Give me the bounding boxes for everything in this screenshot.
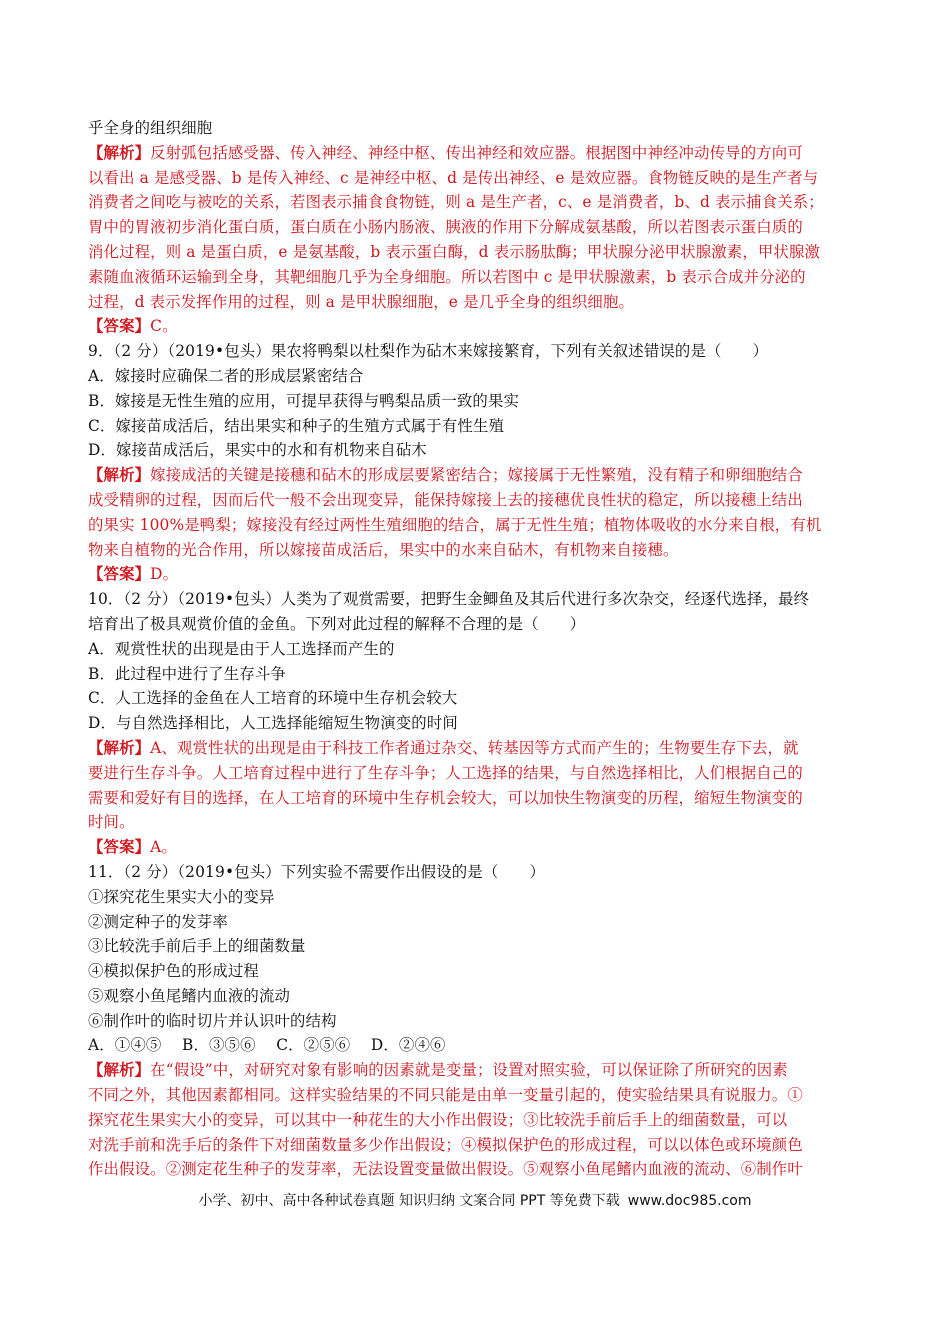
page-footer bbox=[0, 1190, 950, 1210]
line-text: 反射弧包括感受器、传入神经、神经中枢、传出神经和效应器。根据图中神经冲动传导的方向可 bbox=[150, 143, 803, 162]
text-line bbox=[88, 786, 864, 811]
text-line bbox=[88, 984, 864, 1009]
text-line bbox=[88, 835, 864, 860]
footer-url[interactable]: www.doc985.com bbox=[627, 1193, 752, 1209]
line-text: 探究花生果实大小的变异，可以其中一种花生的大小作出假设；③比较洗手前后手上的细菌数量，可以 bbox=[88, 1110, 788, 1129]
text-line bbox=[88, 339, 864, 364]
line-text: 消费者之间吃与被吃的关系，若图表示捕食食物链，则 a 是生产者，c、e 是消费者，b、d 表示捕食关系； bbox=[88, 193, 824, 212]
line-text: 过程，d 表示发挥作用的过程，则 a 是甲状腺细胞，e 是几乎全身的组织细胞。 bbox=[88, 292, 635, 311]
answer-tag: 【答案】 bbox=[88, 317, 151, 336]
line-text: 对洗手前和洗手后的条件下对细菌数量多少作出假设；④模拟保护色的形成过程，可以以体色或环境颜色 bbox=[88, 1135, 803, 1154]
line-text: 不同之外，其他因素都相同。这样实验结果的不同只能是由单一变量引起的，使实验结果具有说服力。① bbox=[88, 1086, 803, 1105]
line-text: B．嫁接是无性生殖的应用，可提早获得与鸭梨品质一致的果实 bbox=[88, 391, 520, 410]
text-line bbox=[88, 414, 864, 439]
text-line bbox=[88, 1009, 864, 1034]
line-text: ②测定种子的发芽率 bbox=[88, 912, 228, 931]
line-text: D．嫁接苗成活后，果实中的水和有机物来自砧木 bbox=[88, 441, 427, 460]
footer-text: 小学、初中、高中各种试卷真题 知识归纳 文案合同 PPT 等免费下载 bbox=[198, 1193, 620, 1209]
text-line bbox=[88, 314, 864, 339]
analysis-tag: 【解析】 bbox=[88, 466, 151, 485]
text-line bbox=[88, 389, 864, 414]
text-line bbox=[88, 116, 864, 141]
text-line bbox=[88, 562, 864, 587]
text-line bbox=[88, 761, 864, 786]
text-line bbox=[88, 1108, 864, 1133]
line-text: C。 bbox=[150, 317, 178, 336]
text-line bbox=[88, 438, 864, 463]
line-text: ⑤观察小鱼尾鳍内血液的流动 bbox=[88, 986, 291, 1005]
line-text: ③比较洗手前后手上的细菌数量 bbox=[88, 937, 306, 956]
text-line bbox=[88, 364, 864, 389]
text-line bbox=[88, 686, 864, 711]
line-text: 成受精卵的过程，因而后代一般不会出现变异，能保持嫁接上去的接穗优良性状的稳定，所以接穗上结出 bbox=[88, 490, 803, 509]
analysis-tag: 【解析】 bbox=[88, 1061, 151, 1080]
text-line bbox=[88, 662, 864, 687]
line-text: A。 bbox=[150, 838, 177, 857]
line-text: 嫁接成活的关键是接穗和砧木的形成层要紧密结合；嫁接属于无性繁殖，没有精子和卵细胞结合 bbox=[150, 466, 803, 485]
text-line bbox=[88, 190, 864, 215]
text-line bbox=[88, 166, 864, 191]
line-text: D。 bbox=[150, 565, 179, 584]
text-line bbox=[88, 141, 864, 166]
line-text: 在“假设”中，对研究对象有影响的因素就是变量；设置对照实验，可以保证除了所研究的因素 bbox=[150, 1061, 788, 1080]
text-line bbox=[88, 736, 864, 761]
text-line bbox=[88, 1033, 864, 1058]
line-text: A．观赏性状的出现是由于人工选择而产生的 bbox=[88, 639, 395, 658]
text-line bbox=[88, 240, 864, 265]
line-text: A．嫁接时应确保二者的形成层紧密结合 bbox=[88, 366, 364, 385]
text-line bbox=[88, 910, 864, 935]
line-text: ①探究花生果实大小的变异 bbox=[88, 887, 275, 906]
text-line bbox=[88, 1157, 864, 1182]
text-line bbox=[88, 860, 864, 885]
document-body bbox=[88, 116, 864, 1182]
line-text: 11．（2 分）（2019•包头）下列实验不需要作出假设的是（ ） bbox=[88, 862, 545, 881]
line-text: 需要和爱好有目的选择，在人工培育的环境中生存机会较大，可以加快生物演变的历程，缩短生物演变的 bbox=[88, 788, 803, 807]
line-text: D．与自然选择相比，人工选择能缩短生物演变的时间 bbox=[88, 714, 458, 733]
answer-tag: 【答案】 bbox=[88, 838, 151, 857]
line-text: C．人工选择的金鱼在人工培育的环境中生存机会较大 bbox=[88, 689, 458, 708]
analysis-tag: 【解析】 bbox=[88, 143, 151, 162]
line-text: ⑥制作叶的临时切片并认识叶的结构 bbox=[88, 1011, 337, 1030]
text-line bbox=[88, 934, 864, 959]
line-text: 9．（2 分）（2019•包头）果农将鸭梨以杜梨作为砧木来嫁接繁育，下列有关叙述错误的是（ ） bbox=[88, 342, 769, 361]
line-text: 培育出了极具观赏价值的金鱼。下列对此过程的解释不合理的是（ ） bbox=[88, 614, 586, 633]
text-line bbox=[88, 1133, 864, 1158]
line-text: 以看出 a 是感受器、b 是传入神经、c 是神经中枢、d 是传出神经、e 是效应器。食物链反映的是生产者与 bbox=[88, 168, 819, 187]
line-text: 10．（2 分）（2019•包头）人类为了观赏需要，把野生金鲫鱼及其后代进行多次杂交，经逐代选择，最终 bbox=[88, 590, 810, 609]
text-line bbox=[88, 215, 864, 240]
answer-tag: 【答案】 bbox=[88, 565, 151, 584]
line-text: 胃中的胃液初步消化蛋白质，蛋白质在小肠内肠液、胰液的作用下分解成氨基酸，所以若图表示蛋白质的 bbox=[88, 218, 803, 237]
text-line bbox=[88, 885, 864, 910]
text-line bbox=[88, 513, 864, 538]
text-line bbox=[88, 265, 864, 290]
line-text: 的果实 100%是鸭梨；嫁接没有经过两性生殖细胞的结合，属于无性生殖；植物体吸收的水分来自根，有机 bbox=[88, 515, 822, 534]
line-text: 要进行生存斗争。人工培育过程中进行了生存斗争；人工选择的结果，与自然选择相比，人们根据自己的 bbox=[88, 763, 803, 782]
text-line bbox=[88, 1083, 864, 1108]
line-text: A、观赏性状的出现是由于科技工作者通过杂交、转基因等方式而产生的；生物要生存下去，就 bbox=[150, 738, 799, 757]
text-line bbox=[88, 810, 864, 835]
analysis-tag: 【解析】 bbox=[88, 738, 151, 757]
text-line bbox=[88, 959, 864, 984]
text-line bbox=[88, 612, 864, 637]
text-line bbox=[88, 711, 864, 736]
line-text: 作出假设。②测定花生种子的发芽率，无法设置变量做出假设。⑤观察小鱼尾鳍内血液的流动、⑥制作叶 bbox=[88, 1160, 803, 1179]
line-text: 消化过程，则 a 是蛋白质，e 是氨基酸，b 表示蛋白酶，d 表示肠肽酶；甲状腺分泌甲状腺激素，甲状腺激 bbox=[88, 242, 821, 261]
text-line bbox=[88, 538, 864, 563]
text-line bbox=[88, 1058, 864, 1083]
line-text: B．此过程中进行了生存斗争 bbox=[88, 664, 286, 683]
text-line bbox=[88, 488, 864, 513]
line-text: 素随血液循环运输到全身，其靶细胞几乎为全身细胞。所以若图中 c 是甲状腺激素，b 表示合成并分泌的 bbox=[88, 267, 806, 286]
text-line bbox=[88, 637, 864, 662]
text-line bbox=[88, 290, 864, 315]
line-text: C．嫁接苗成活后，结出果实和种子的生殖方式属于有性生殖 bbox=[88, 416, 504, 435]
line-text: 时间。 bbox=[88, 813, 135, 832]
text-line bbox=[88, 463, 864, 488]
line-text: 物来自植物的光合作用，所以嫁接苗成活后，果实中的水来自砧木，有机物来自接穗。 bbox=[88, 540, 679, 559]
line-text: ④模拟保护色的形成过程 bbox=[88, 962, 259, 981]
line-text: 乎全身的组织细胞 bbox=[88, 119, 213, 137]
text-line bbox=[88, 587, 864, 612]
line-text: A．①④⑤ B．③⑤⑥ C．②⑤⑥ D．②④⑥ bbox=[88, 1036, 446, 1055]
